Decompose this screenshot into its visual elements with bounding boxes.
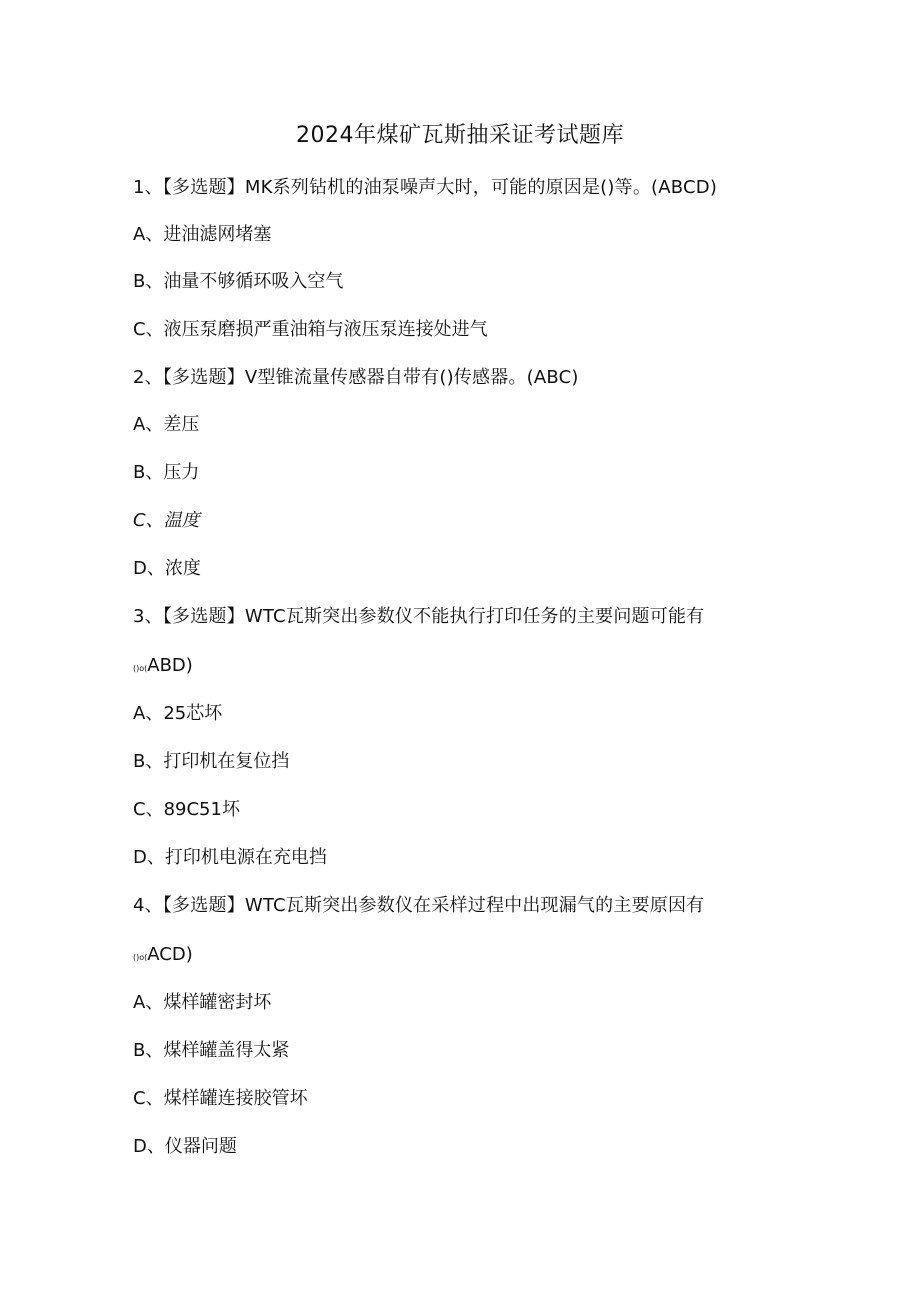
q2-option-a: A、差压 [133, 414, 200, 435]
page-title: 2024年煤矿瓦斯抽采证考试题库 [296, 123, 624, 148]
question-2: 2、【多选题】V型锥流量传感器自带有()传感器。(ABC) [133, 367, 579, 388]
q2-option-b: B、压力 [133, 462, 200, 483]
q4-option-c: C、煤样罐连接胶管坏 [133, 1088, 308, 1109]
question-1: 1、【多选题】MK系列钻机的油泵噪声大时，可能的原因是()等。(ABCD) [133, 177, 718, 198]
q3-option-c: C、89C51坏 [133, 799, 240, 820]
q1-option-c: C、液压泵磨损严重油箱与液压泵连接处进气 [133, 319, 488, 340]
q3-option-a: A、25芯坏 [133, 703, 223, 724]
question-4-continuation [133, 943, 193, 970]
q4-option-b: B、煤样罐盖得太紧 [133, 1040, 290, 1061]
q2-option-d: D、浓度 [133, 558, 201, 579]
question-4: 4、【多选题】WTC瓦斯突出参数仪在采样过程中出现漏气的主要原因有 [133, 895, 705, 916]
q1-option-b: B、油量不够循环吸入空气 [133, 271, 344, 292]
q4-continuation-small: ()o( [133, 953, 148, 962]
q4-answer: ACD) [147, 944, 193, 965]
question-3-continuation [133, 654, 193, 681]
q3-option-b: B、打印机在复位挡 [133, 751, 290, 772]
q3-continuation-small: ()o( [133, 664, 148, 673]
q3-option-d: D、打印机电源在充电挡 [133, 847, 327, 868]
q2-option-c: C、温度 [133, 510, 200, 531]
q4-option-d: D、仪器问题 [133, 1136, 237, 1157]
q1-option-a: A、进油滤网堵塞 [133, 224, 272, 245]
q3-answer: ABD) [147, 655, 193, 676]
question-3: 3、【多选题】WTC瓦斯突出参数仪不能执行打印任务的主要问题可能有 [133, 606, 705, 627]
q4-option-a: A、煤样罐密封坏 [133, 992, 272, 1013]
